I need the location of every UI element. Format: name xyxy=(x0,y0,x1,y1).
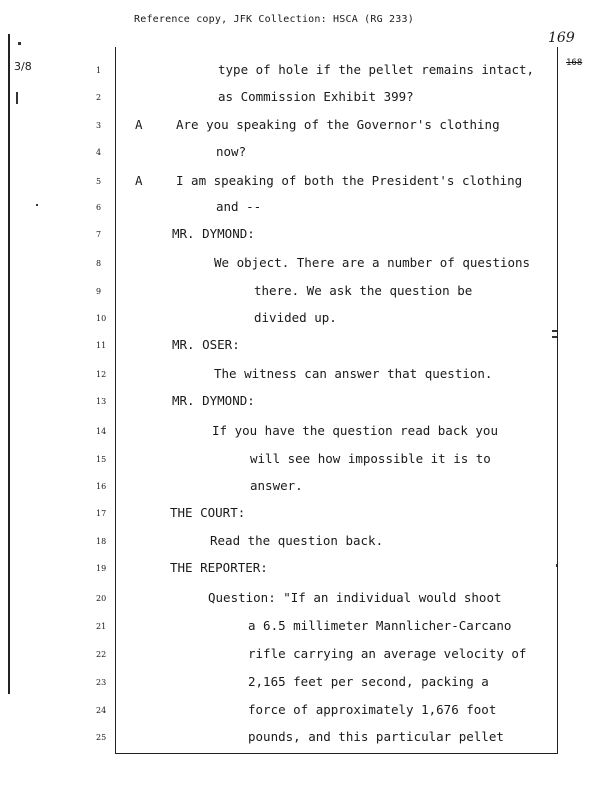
header-reference: Reference copy, JFK Collection: HSCA (RG 233) xyxy=(134,14,414,25)
line-number: 21 xyxy=(96,622,107,631)
transcript-line xyxy=(0,729,612,749)
transcript-line xyxy=(0,451,612,471)
margin-mark xyxy=(18,42,21,45)
line-text: The witness can answer that question. xyxy=(214,366,493,381)
transcript-line xyxy=(0,674,612,694)
line-number: 9 xyxy=(96,287,102,296)
line-number: 18 xyxy=(96,537,107,546)
line-text: will see how impossible it is to xyxy=(250,451,491,466)
line-number: 20 xyxy=(96,594,107,603)
line-text: a 6.5 millimeter Mannlicher-Carcano xyxy=(248,618,512,633)
line-text: MR. DYMOND: xyxy=(172,226,255,241)
line-text: and -- xyxy=(216,199,262,214)
line-text: We object. There are a number of questions xyxy=(214,255,531,270)
line-number: 1 xyxy=(96,66,102,75)
line-number: 17 xyxy=(96,509,107,518)
transcript-line xyxy=(0,226,612,246)
line-text: THE COURT: xyxy=(170,505,246,520)
line-text: THE REPORTER: xyxy=(170,560,268,575)
line-number: 12 xyxy=(96,370,107,379)
line-number: 2 xyxy=(96,93,102,102)
line-number: 4 xyxy=(96,148,102,157)
line-number: 24 xyxy=(96,706,107,715)
line-number: 5 xyxy=(96,177,102,186)
transcript-line xyxy=(0,366,612,386)
transcript-line xyxy=(0,505,612,525)
line-text: pounds, and this particular pellet xyxy=(248,729,504,744)
margin-note: 3/8 xyxy=(14,60,32,73)
page-number: 169 xyxy=(548,30,575,46)
line-number: 7 xyxy=(96,230,102,239)
transcript-line xyxy=(0,646,612,666)
line-text: I am speaking of both the President's clothing xyxy=(176,173,523,188)
line-text: If you have the question read back you xyxy=(212,423,498,438)
line-text: MR. DYMOND: xyxy=(172,393,255,408)
transcript-line xyxy=(0,393,612,413)
line-text: now? xyxy=(216,144,247,159)
line-number: 10 xyxy=(96,314,107,323)
line-number: 23 xyxy=(96,678,107,687)
transcript-line xyxy=(0,560,612,580)
line-number: 14 xyxy=(96,427,107,436)
speaker-marker: A xyxy=(135,117,143,132)
transcript-line xyxy=(0,283,612,303)
line-text: MR. OSER: xyxy=(172,337,240,352)
transcript-line xyxy=(0,144,612,164)
line-text: Question: "If an individual would shoot xyxy=(208,590,502,605)
line-text: Read the question back. xyxy=(210,533,384,548)
transcript-line xyxy=(0,478,612,498)
speaker-marker: A xyxy=(135,173,143,188)
line-text: Are you speaking of the Governor's clothing xyxy=(176,117,500,132)
transcript-line xyxy=(0,310,612,330)
line-text: 2,165 feet per second, packing a xyxy=(248,674,489,689)
line-text: rifle carrying an average velocity of xyxy=(248,646,527,661)
line-number: 13 xyxy=(96,397,107,406)
line-text: there. We ask the question be xyxy=(254,283,473,298)
transcript-line xyxy=(0,173,612,193)
transcript-line xyxy=(0,199,612,219)
transcript-line xyxy=(0,337,612,357)
line-number: 11 xyxy=(96,341,107,350)
transcript-line xyxy=(0,423,612,443)
line-number: 3 xyxy=(96,121,102,130)
transcript-line xyxy=(0,590,612,610)
line-text: force of approximately 1,676 foot xyxy=(248,702,497,717)
transcript-line xyxy=(0,618,612,638)
transcript-line xyxy=(0,702,612,722)
transcript-line xyxy=(0,117,612,137)
line-number: 25 xyxy=(96,733,107,742)
old-page-number: 168 xyxy=(566,58,583,68)
line-number: 8 xyxy=(96,259,102,268)
transcript-line xyxy=(0,255,612,275)
line-number: 22 xyxy=(96,650,107,659)
line-text: type of hole if the pellet remains intact, xyxy=(218,62,535,77)
line-number: 6 xyxy=(96,203,102,212)
transcript-line xyxy=(0,533,612,553)
line-number: 19 xyxy=(96,564,107,573)
line-text: as Commission Exhibit 399? xyxy=(218,89,414,104)
transcript-line xyxy=(0,62,612,82)
line-number: 15 xyxy=(96,455,107,464)
line-number: 16 xyxy=(96,482,107,491)
line-text: answer. xyxy=(250,478,303,493)
line-text: divided up. xyxy=(254,310,337,325)
transcript-line xyxy=(0,89,612,109)
